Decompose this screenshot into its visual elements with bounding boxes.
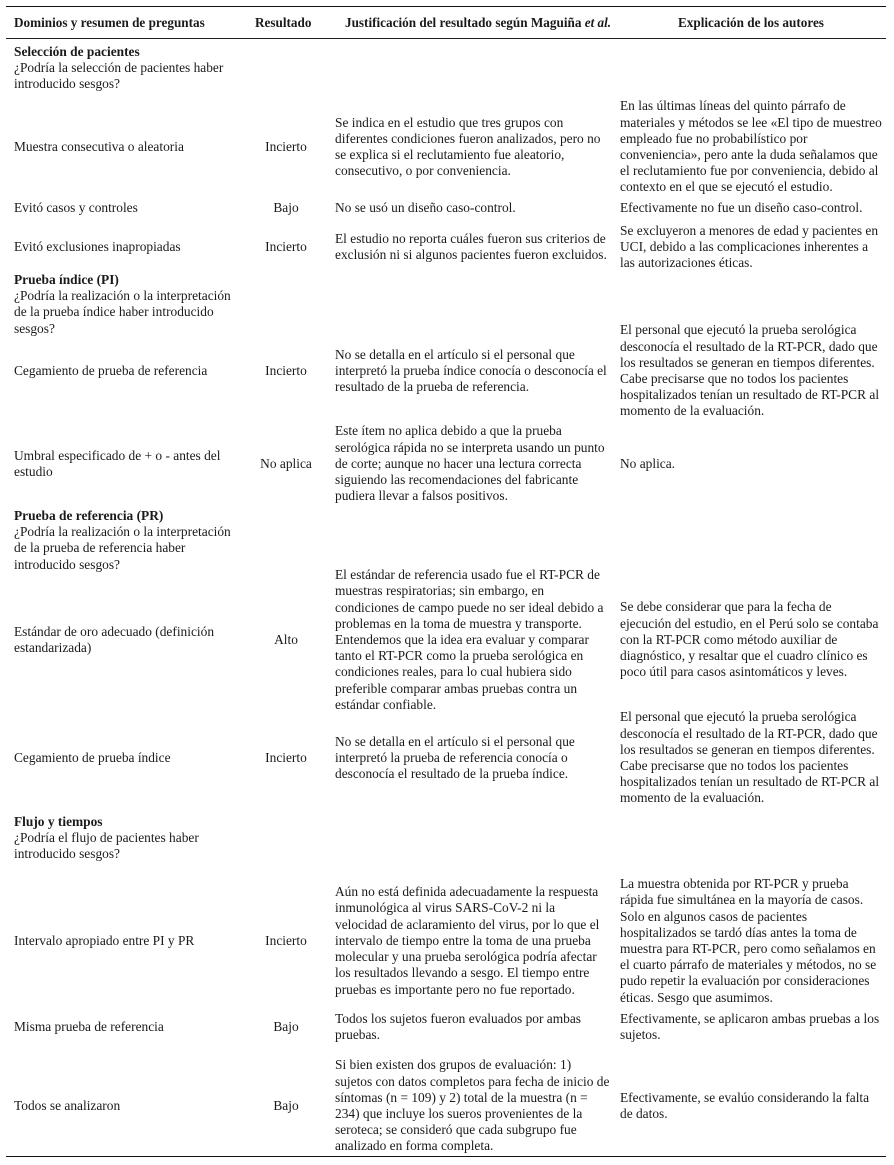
row-item: Misma prueba de referencia (14, 1018, 164, 1034)
row-justification: No se usó un diseño caso-control. (335, 200, 516, 215)
row-item: Umbral especificado de + o - antes del estudio (14, 447, 221, 479)
row-explanation: El personal que ejecutó la prueba serológica desconocía el resultado de la RT-PCR, dado que los resultados se generan en tiempos diferentes. Cabe precisarse que no todos los pacientes hospitalizados tenían un resultado de RT-PCR al momento de la evaluación. (620, 322, 880, 419)
row-justification: El estándar de referencia usado fue el RT-PCR de muestras respiratorias; sin embargo, en condiciones de campo puede no ser ideal debido a problemas en la toma de muestra y transporte. Entendemos que la idea era evaluar y comparar tanto el RT-PCR como la prueba serológica en condiciones reales, para lo cual hubiera sido preferible comparar ambas pruebas contra un estándar confiable. (335, 567, 604, 712)
row-item: Cegamiento de prueba de referencia (14, 362, 208, 378)
row-item: Cegamiento de prueba índice (14, 749, 171, 765)
section-title: Selección de pacientes (14, 44, 140, 59)
section-flow-timing (14, 814, 246, 863)
row-explanation: Se debe considerar que para la fecha de ejecución del estudio, en el Perú solo se contaba con la RT-PCR como método auxiliar de diagnóstico, y resaltar que el cuadro clínico es poco útil para casos asintomáticos y leves. (620, 599, 879, 680)
header-rule (6, 38, 886, 39)
row-result: Bajo (273, 200, 299, 215)
section-question: ¿Podría la selección de pacientes haber introducido sesgos? (14, 60, 224, 92)
section-question: ¿Podría la realización o la interpretación de la prueba índice haber introducido sesgos? (14, 288, 231, 336)
row-justification: Si bien existen dos grupos de evaluación: 1) sujetos con datos completos para fecha de inicio de síntomas (n = 109) y 2) total de la muestra (n = 234) que incluye los sueros provenientes de la seroteca; se consideró que cada subgrupo fue analizado en forma completa. (335, 1057, 610, 1154)
header-col-explanation: Explicación de los autores (678, 15, 824, 30)
row-justification: Todos los sujetos fueron evaluados por ambas pruebas. (335, 1010, 581, 1042)
row-item: Evitó casos y controles (14, 200, 138, 215)
section-title: Prueba de referencia (PR) (14, 508, 164, 523)
row-explanation: Se excluyeron a menores de edad y pacientes en UCI, debido a las complicaciones inherentes a las autorizaciones éticas. (620, 222, 879, 271)
row-explanation: Efectivamente no fue un diseño caso-control. (620, 200, 863, 215)
row-result: Bajo (273, 1018, 299, 1034)
section-question: ¿Podría la realización o la interpretación de la prueba de referencia haber introducido sesgos? (14, 524, 231, 572)
row-justification: El estudio no reporta cuáles fueron sus criterios de exclusión ni si algunos pacientes fueron excluidos. (335, 230, 607, 262)
section-title: Flujo y tiempos (14, 814, 103, 829)
row-explanation: No aplica. (620, 455, 676, 471)
row-item: Evitó exclusiones inapropiadas (14, 238, 181, 254)
row-item: Intervalo apropiado entre PI y PR (14, 932, 195, 948)
section-reference-test (14, 508, 246, 573)
row-item: Muestra consecutiva o aleatoria (14, 138, 184, 154)
row-result: Bajo (273, 1097, 299, 1113)
section-title: Prueba índice (PI) (14, 272, 119, 287)
section-patient-selection (14, 44, 246, 93)
row-explanation: La muestra obtenida por RT-PCR y prueba rápida fue simultánea en la mayoría de casos. Solo en algunos casos de pacientes hospitalizados se tardó días antes la toma de muestra para RT-PCR, pero como señalamos en el cuarto párrafo de materiales y métodos, no se pudo repetir la evaluación por consideraciones éticas. Sesgo que asumimos. (620, 876, 877, 1005)
row-explanation: Efectivamente, se aplicaron ambas pruebas a los sujetos. (620, 1010, 880, 1042)
header-col-justification: Justificación del resultado según Maguiña et al. (345, 15, 612, 30)
row-result: Incierto (265, 138, 307, 154)
row-result: Incierto (265, 238, 307, 254)
row-result: Incierto (265, 362, 307, 378)
row-explanation: En las últimas líneas del quinto párrafo de materiales y métodos se lee «El tipo de muestreo empleado fue no probabilístico por conveniencia», pero ante la duda señalamos que el reclutamiento fue por conveniencia, debido al contexto en el que se ejecutó el estudio. (620, 98, 882, 195)
bottom-rule (6, 1156, 886, 1157)
top-rule (6, 6, 886, 7)
section-question: ¿Podría el flujo de pacientes haber introducido sesgos? (14, 830, 199, 862)
row-justification: No se detalla en el artículo si el personal que interpretó la prueba de referencia conocía o desconocía el resultado de la prueba índice. (335, 733, 575, 782)
row-justification: Este ítem no aplica debido a que la prueba serológica rápida no se interpreta usando un punto de corte; aunque no hacer una lectura correcta siguiendo las recomendaciones del fabricante pudiera llevar a falsos positivos. (335, 423, 605, 504)
row-result: Incierto (265, 749, 307, 765)
row-item: Estándar de oro adecuado (definición estandarizada) (14, 623, 215, 655)
row-justification: Se indica en el estudio que tres grupos con diferentes condiciones fueron analizados, pero no se explica si el reclutamiento fue aleatorio, consecutivo, o por conveniencia. (335, 114, 601, 179)
row-result: No aplica (260, 455, 312, 471)
header-col-domains: Dominios y resumen de preguntas (14, 15, 205, 30)
header-col-result: Resultado (255, 15, 312, 30)
row-justification: No se detalla en el artículo si el personal que interpretó la prueba índice conocía o desconocía el resultado de la prueba de referencia. (335, 346, 607, 395)
row-explanation: El personal que ejecutó la prueba serológica desconocía el resultado de la RT-PCR, dado que los resultados se generan en tiempos diferentes. Cabe precisarse que no todos los pacientes hospitalizados tenían un resultado de RT-PCR al momento de la evaluación. (620, 709, 880, 806)
row-result: Alto (274, 631, 298, 647)
row-explanation: Efectivamente, se evalúo considerando la falta de datos. (620, 1089, 870, 1121)
row-justification: Aún no está definida adecuadamente la respuesta inmunológica al virus SARS-CoV-2 ni la velocidad de aclaramiento del virus, por lo que el intervalo de tiempo entre la toma de una prueba molecular y una prueba serológica podría afectar los resultados llevando a sesgo. El tiempo entre pruebas es importante pero no fue reportado. (335, 884, 600, 997)
row-item: Todos se analizaron (14, 1097, 121, 1113)
row-result: Incierto (265, 932, 307, 948)
